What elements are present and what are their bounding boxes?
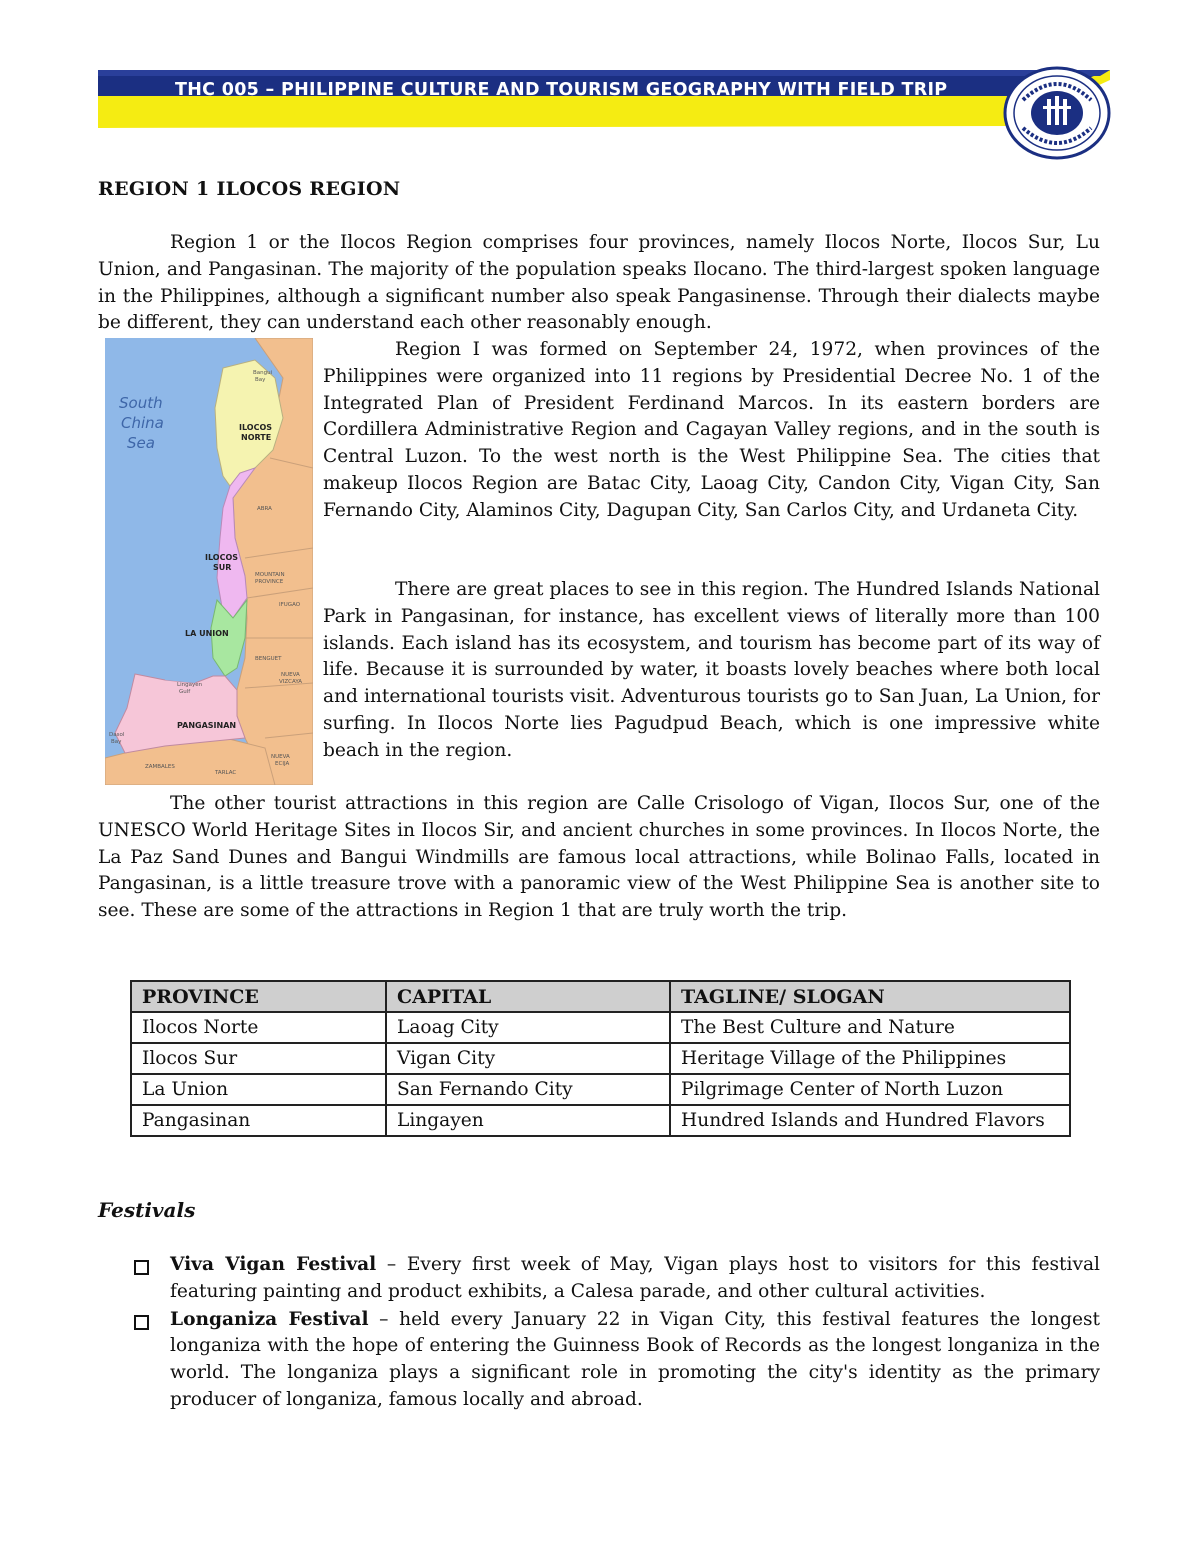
map-label-tarlac: TARLAC — [215, 770, 237, 776]
course-title: THC 005 – PHILIPPINE CULTURE AND TOURISM GEOGRAPHY WITH FIELD TRIP — [175, 80, 948, 100]
capital-cell: Vigan City — [386, 1043, 670, 1074]
region-heading: REGION 1 ILOCOS REGION — [98, 178, 401, 200]
table-row — [131, 1105, 1070, 1136]
province-cell: Ilocos Norte — [131, 1012, 386, 1043]
province-cell: Pangasinan — [131, 1105, 386, 1136]
map-label-ilocos-sur-2: SUR — [213, 563, 232, 572]
province-cell: Ilocos Sur — [131, 1043, 386, 1074]
attractions-paragraph: The other tourist attractions in this region are Calle Crisologo of Vigan, Ilocos Sur, one of the UNESCO World Heritage Sites in Ilocos Sir, and ancient churches in some provinces. In Ilocos Norte, the La Paz Sand Dunes and Bangui Windmills are famous local attractions, while Bolinao Falls, located in Pangasinan, is a little treasure trove with a panoramic view of the West Philippine Sea is another site to see. These are some of the attractions in Region 1 that are truly worth the trip. — [98, 793, 1100, 922]
places-paragraph: There are great places to see in this region. The Hundred Islands National Park in Pangasinan, for instance, has excellent views of literally more than 100 islands. Each island has its ecosystem, and tourism has become part of its way of life. Because it is surrounded by water, it boasts lovely beaches where both local and international tourists visit. Adventurous tourists go to San Juan, La Union, for surfing. In Ilocos Norte lies Pagudpud Beach, which is one impressive white beach in the region. — [323, 579, 1100, 761]
map-label-mountain-1: MOUNTAIN — [255, 572, 285, 578]
capital-cell: Lingayen — [386, 1105, 670, 1136]
table-row — [131, 1074, 1070, 1105]
checkbox-bullet-icon — [134, 1260, 149, 1275]
capital-cell: San Fernando City — [386, 1074, 670, 1105]
svg-text:China: China — [121, 414, 164, 432]
ilocos-region-map — [105, 338, 313, 785]
capital-cell: Laoag City — [386, 1012, 670, 1043]
list-item — [132, 1252, 1100, 1306]
map-label-lingayen-2: Gulf — [179, 689, 191, 695]
map-label-ilocos-norte-2: NORTE — [241, 433, 272, 442]
map-label-ifugao: IFUGAO — [279, 602, 301, 608]
map-label-dasol-1: Dasol — [109, 732, 125, 738]
map-label-la-union: LA UNION — [185, 629, 229, 638]
map-label-benguet: BENGUET — [255, 656, 282, 662]
header-slogan: TAGLINE/ SLOGAN — [670, 981, 1070, 1012]
table-header-row — [131, 981, 1070, 1012]
map-label-bangui-2: Bay — [255, 377, 266, 383]
svg-text:South: South — [119, 394, 163, 412]
university-seal-logo — [1003, 66, 1111, 160]
map-label-ilocos-norte-1: ILOCOS — [239, 423, 273, 432]
festival-description: – held every January 22 in Vigan City, this festival features the longest longaniza with the hope of entering the Guinness Book of Records as the longest longaniza in the world. The longaniza plays a significant role in promoting the city's identity as the primary producer of longaniza, famous locally and abroad. — [170, 1308, 1100, 1410]
intro-paragraph: Region 1 or the Ilocos Region comprises four provinces, namely Ilocos Norte, Ilocos Sur, Lu Union, and Pangasinan. The majority of the population speaks Ilocano. The third-largest spoken language in the Philippines, although a significant number also speak Pangasinense. Through their dialects maybe be different, they can understand each other reasonably enough. — [98, 232, 1100, 334]
map-label-lingayen-1: Lingayen — [177, 682, 203, 688]
festival-name: Longaniza Festival — [170, 1308, 369, 1330]
map-label-nueva-ecija-2: ECIJA — [275, 761, 290, 767]
provinces-table — [130, 980, 1071, 1137]
table-row — [131, 1012, 1070, 1043]
map-label-pangasinan: PANGASINAN — [177, 721, 237, 730]
map-label-mountain-2: PROVINCE — [255, 579, 284, 585]
map-label-ilocos-sur-1: ILOCOS — [205, 553, 239, 562]
festivals-list — [132, 1252, 1100, 1415]
map-label-dasol-2: Bay — [111, 739, 122, 745]
map-label-nueva-ecija-1: NUEVA — [271, 754, 290, 760]
map-label-zambales: ZAMBALES — [145, 764, 175, 770]
table-row — [131, 1043, 1070, 1074]
header-province: PROVINCE — [131, 981, 386, 1012]
slogan-cell: Heritage Village of the Philippines — [670, 1043, 1070, 1074]
map-label-nueva-vizcaya-2: VIZCAYA — [279, 679, 303, 685]
festivals-heading: Festivals — [98, 1198, 196, 1222]
list-item — [132, 1307, 1100, 1414]
slogan-cell: Pilgrimage Center of North Luzon — [670, 1074, 1070, 1105]
history-paragraph: Region I was formed on September 24, 1972, when provinces of the Philippines were organized into 11 regions by Presidential Decree No. 1 of the Integrated Plan of President Ferdinand Marcos. In its eastern borders are Cordillera Administrative Region and Cagayan Valley regions, and in the south is Central Luzon. To the west north is the West Philippine Sea. The cities that makeup Ilocos Region are Batac City, Laoag City, Candon City, Vigan City, San Fernando City, Alaminos City, Dagupan City, San Carlos City, and Urdaneta City. — [323, 339, 1100, 521]
map-label-nueva-vizcaya-1: NUEVA — [281, 672, 300, 678]
slogan-cell: The Best Culture and Nature — [670, 1012, 1070, 1043]
map-label-abra: ABRA — [257, 506, 272, 512]
map-label-bangui-1: Bangui — [253, 370, 273, 376]
province-cell: La Union — [131, 1074, 386, 1105]
header-capital: CAPITAL — [386, 981, 670, 1012]
festival-name: Viva Vigan Festival — [170, 1254, 377, 1275]
slogan-cell: Hundred Islands and Hundred Flavors — [670, 1105, 1070, 1136]
svg-text:Sea: Sea — [127, 434, 155, 452]
festival-description: – Every first week of May, Vigan plays host to visitors for this festival featuring painting and product exhibits, a Calesa parade, and other cultural activities. — [170, 1254, 1100, 1302]
checkbox-bullet-icon — [134, 1315, 149, 1330]
